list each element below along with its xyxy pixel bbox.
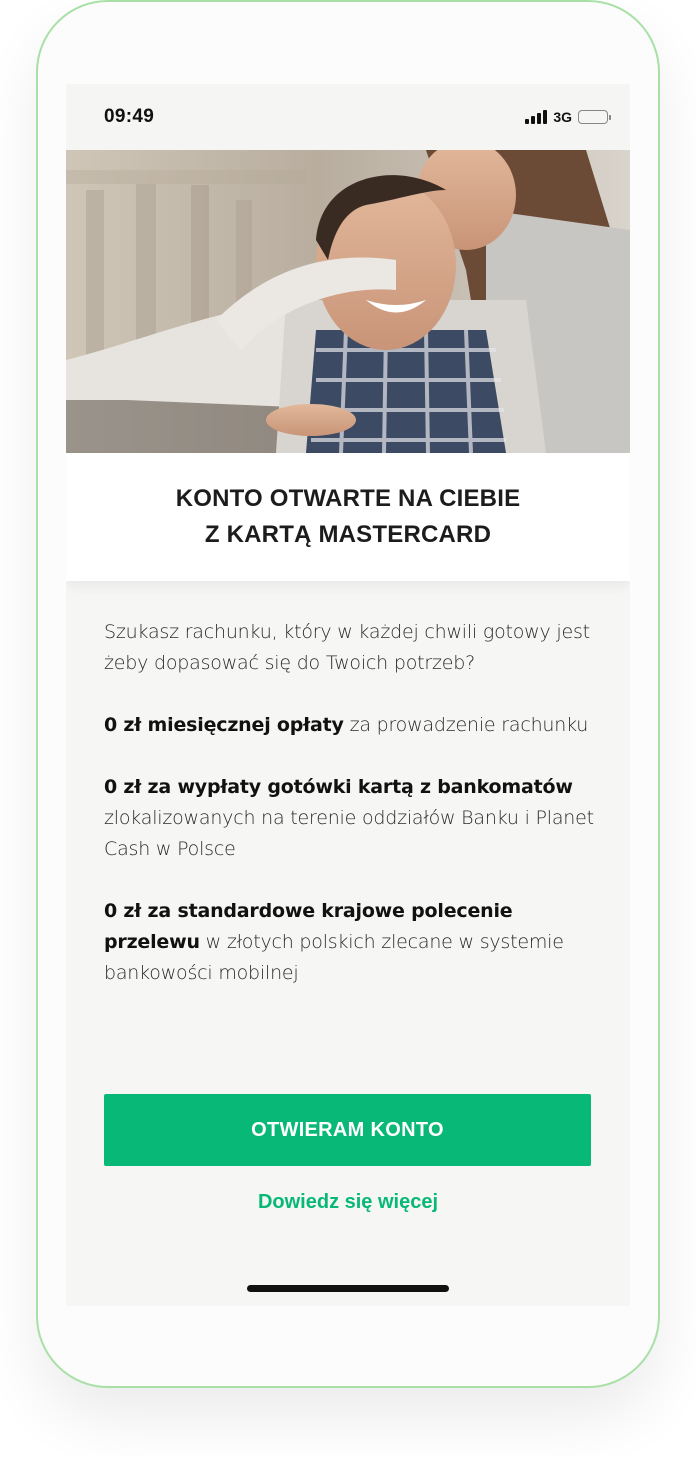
- benefit-transfer: [104, 896, 594, 989]
- benefit-transfer-text: w złotych polskich zlecane w systemie bankowości mobilnej: [104, 931, 564, 984]
- benefit-atm-bold: 0 zł za wypłaty gotówki kartą z bankomatów: [104, 776, 573, 798]
- status-indicators: [525, 109, 608, 125]
- hero-image: [66, 150, 630, 453]
- home-indicator[interactable]: [247, 1285, 449, 1292]
- benefit-atm: [104, 772, 594, 865]
- offer-title: [66, 453, 630, 581]
- network-type: 3G: [553, 109, 572, 125]
- benefit-fee: [104, 710, 594, 741]
- intro-text: Szukasz rachunku, który w każdej chwili gotowy jest żeby dopasować się do Twoich potrzeb?: [104, 621, 590, 674]
- benefit-fee-text: za prowadzenie rachunku: [343, 714, 589, 736]
- title-line-2: Z KARTĄ MASTERCARD: [204, 521, 492, 548]
- app-screen: [66, 84, 630, 1306]
- title-line-1: KONTO OTWARTE NA CIEBIE: [175, 485, 521, 512]
- signal-icon: [525, 110, 547, 124]
- benefit-transfer-bold: 0 zł za standardowe krajowe polecenie przelewu: [104, 900, 513, 953]
- open-account-button[interactable]: OTWIERAM KONTO: [104, 1094, 591, 1166]
- status-bar: [66, 84, 630, 150]
- hero-photo: [66, 150, 630, 453]
- learn-more-link[interactable]: Dowiedz się więcej: [257, 1191, 439, 1213]
- benefit-fee-bold: 0 zł miesięcznej opłaty: [104, 714, 344, 736]
- benefit-atm-text: zlokalizowanych na terenie oddziałów Banku i Planet Cash w Polsce: [104, 807, 594, 860]
- battery-icon: [578, 110, 608, 124]
- offer-description: [104, 617, 594, 989]
- status-time: 09:49: [104, 106, 155, 127]
